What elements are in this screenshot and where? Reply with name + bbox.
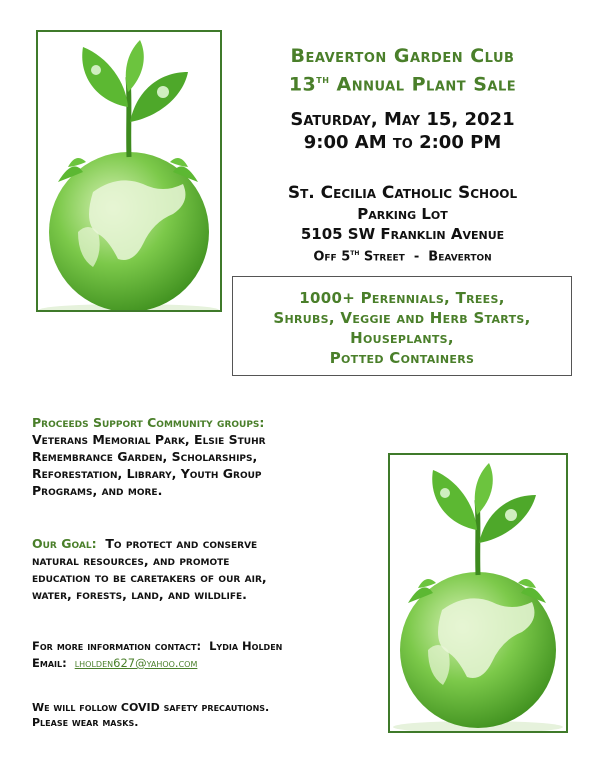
contact-line: For more information contact: Lydia Holden: [32, 639, 283, 653]
covid-line: We will follow COVID safety precautions.: [32, 701, 270, 714]
goal-line: Our Goal: To protect and conserve: [32, 536, 258, 551]
event-date: Saturday, May 15, 2021: [290, 109, 515, 130]
contact-section: [32, 638, 392, 672]
offering-line: Houseplants,: [350, 329, 454, 347]
globe-image-top: [36, 30, 222, 312]
offering-line: 1000+ Perennials, Trees,: [299, 289, 505, 307]
proceeds-line: Reforestation, Library, Youth Group: [32, 466, 262, 481]
venue-area: Parking Lot: [357, 205, 448, 223]
club-name: Beaverton Garden Club: [290, 45, 515, 67]
venue-cross-street: Off 5th Street - Beaverton: [313, 248, 492, 265]
proceeds-section: [32, 414, 392, 499]
globe-sprout-icon: [38, 32, 220, 310]
goal-section: [32, 535, 392, 603]
event-title-block: [225, 44, 580, 96]
goal-line: natural resources, and promote: [32, 553, 230, 568]
offering-line: Shrubs, Veggie and Herb Starts,: [273, 309, 531, 327]
covid-line: Please wear masks.: [32, 716, 139, 729]
goal-line: education to be caretakers of our air,: [32, 570, 267, 585]
event-time: 9:00 AM to 2:00 PM: [303, 132, 502, 153]
globe-sprout-icon: [390, 455, 566, 731]
email-line: Email: lholden627@yahoo.com: [32, 656, 198, 670]
proceeds-line: Veterans Memorial Park, Elsie Stuhr: [32, 432, 266, 447]
email-link[interactable]: lholden627@yahoo.com: [74, 656, 198, 670]
globe-image-bottom: [388, 453, 568, 733]
proceeds-heading: Proceeds Support Community groups:: [32, 415, 265, 430]
goal-heading: Our Goal:: [32, 536, 97, 551]
offering-line: Potted Containers: [329, 349, 475, 367]
venue-name: St. Cecilia Catholic School: [287, 183, 518, 203]
sale-name: 13th Annual Plant Sale: [288, 73, 517, 96]
proceeds-line: Programs, and more.: [32, 483, 163, 498]
event-venue: [225, 182, 580, 266]
offerings-box: [232, 276, 572, 376]
event-datetime: [225, 108, 580, 154]
goal-line: water, forests, land, and wildlife.: [32, 587, 247, 602]
covid-notice: [32, 700, 392, 730]
venue-address: 5105 SW Franklin Avenue: [300, 225, 505, 243]
proceeds-line: Remembrance Garden, Scholarships,: [32, 449, 258, 464]
